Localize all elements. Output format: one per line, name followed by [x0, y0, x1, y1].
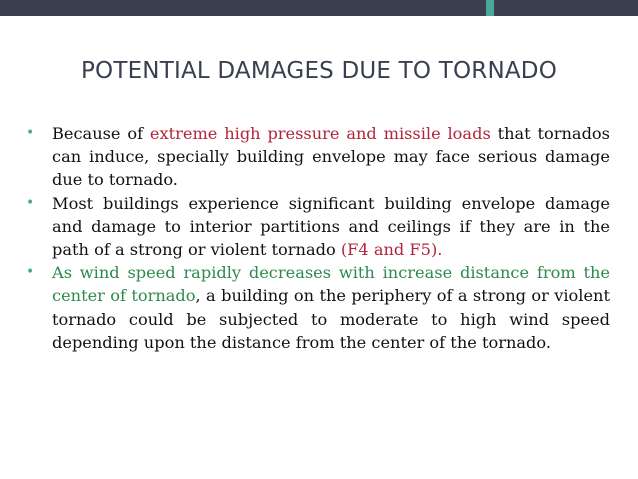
bullet-item	[26, 261, 610, 354]
bullet-icon: •	[26, 194, 35, 211]
bullet-text	[52, 124, 610, 189]
header-bar-main	[0, 0, 486, 16]
header-bar-accent	[486, 0, 494, 16]
header-bar	[0, 0, 638, 16]
text-run: Because of	[52, 124, 150, 143]
text-run: , a building on the periphery of a strong or violent tornado could be subjected to moderate to high wind speed depending upon the distance from the center of the tornado.	[52, 286, 610, 352]
text-run: that tornados can induce, specially building envelope may face serious damage due to tornado.	[52, 124, 610, 190]
bullet-icon: •	[26, 264, 35, 281]
bullet-text	[52, 263, 610, 352]
header-bar-tail	[494, 0, 638, 16]
bullet-icon: •	[26, 125, 35, 141]
text-run-highlight: As wind speed rapidly decreases with increase distance from the center of tornado	[52, 263, 610, 306]
text-run-highlight: (F4 and F5).	[340, 240, 443, 260]
bullet-item	[26, 192, 610, 262]
bullet-item	[26, 122, 610, 192]
bullet-text	[52, 194, 610, 259]
text-run: Most buildings experience significant building envelope damage and damage to interior partitions and ceilings if they are in the path of a strong or violent tornado	[52, 193, 610, 260]
bullet-list	[26, 122, 610, 354]
slide-title: POTENTIAL DAMAGES DUE TO TORNADO	[80, 58, 558, 84]
text-run-highlight: extreme high pressure and missile loads	[149, 124, 491, 143]
